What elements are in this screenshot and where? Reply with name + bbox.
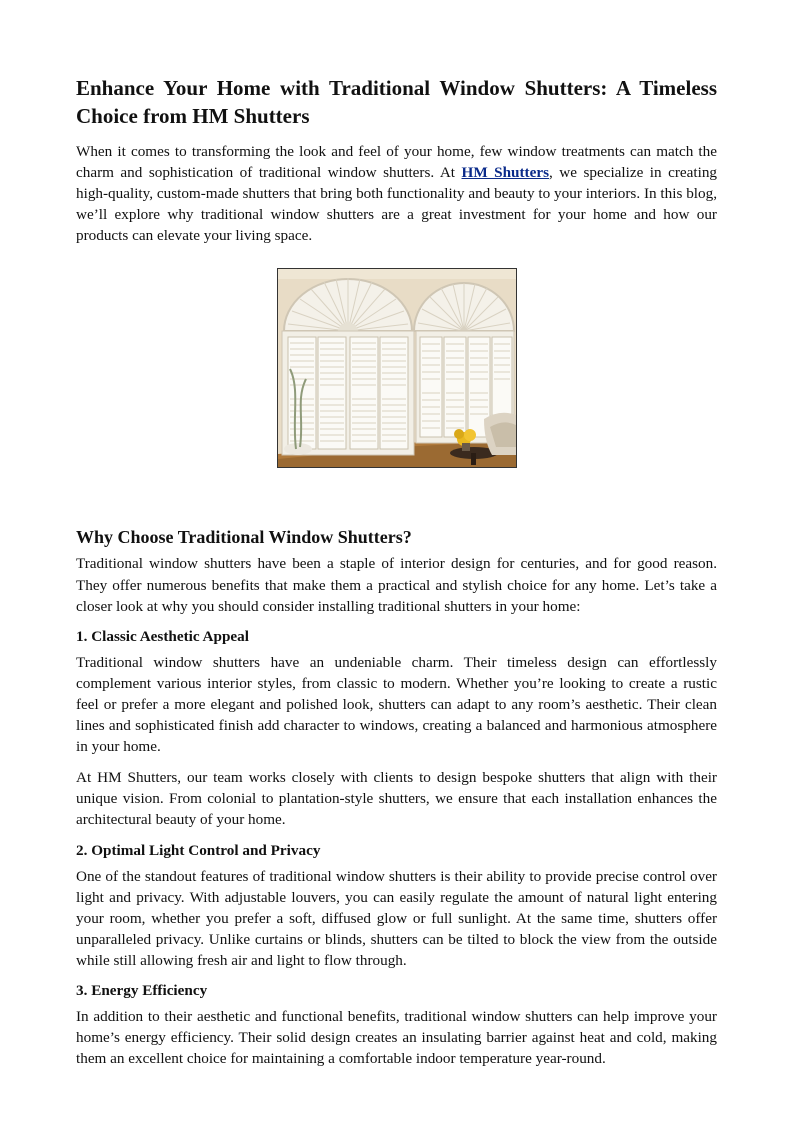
page-title: Enhance Your Home with Traditional Window Shutters: A Timeless Choice from HM Shutters bbox=[76, 76, 717, 128]
point-1-paragraph-1: Traditional window shutters have an undeniable charm. Their timeless design can effortlessly complement various interior styles, from classic to modern. Whether you’re looking to create a rustic feel or prefer a more elegant and polished look, shutters can adapt to any room’s aesthetic. Their clean lines and sophisticated finish add character to windows, creating a balanced and harmonious atmosphere in your home. bbox=[76, 653, 717, 756]
section-heading: Why Choose Traditional Window Shutters? bbox=[76, 527, 412, 548]
point-2-paragraph-1: One of the standout features of traditional window shutters is their ability to provide precise control over light and privacy. With adjustable louvers, you can easily regulate the amount of natural light entering your room, whether you prefer a soft, diffused glow or full sunlight. At the same time, shutters offer unparalleled privacy. Unlike curtains or blinds, shutters can be tilted to block the view from the outside while still allowing fresh air and light to flow through. bbox=[76, 867, 717, 969]
intro-paragraph bbox=[76, 141, 717, 246]
shutters-photo bbox=[277, 268, 517, 468]
intro-text-after: , we specialize in creating high-quality, custom-made shutters that bring both functionality and beauty to your interiors. In this blog, we’ll explore why traditional window shutters are a great investment for your home and how our products can elevate your living space. bbox=[76, 164, 718, 245]
intro-text-before: When it comes to transforming the look and feel of your home, few window treatments can match the charm and sophistication of traditional window shutters. At bbox=[76, 143, 717, 182]
point-3-paragraph-1: In addition to their aesthetic and functional benefits, traditional window shutters can help improve your home’s energy efficiency. Their solid design creates an insulating barrier against heat and cold, making them an excellent choice for maintaining a comfortable indoor temperature year-round. bbox=[76, 1007, 717, 1068]
point-1-heading: 1. Classic Aesthetic Appeal bbox=[76, 627, 249, 645]
section-paragraph: Traditional window shutters have been a staple of interior design for centuries, and for good reason. They offer numerous benefits that make them a practical and stylish choice for any home. Let’s take a closer look at why you should consider installing traditional shutters in your home: bbox=[76, 555, 717, 615]
point-2-heading: 2. Optimal Light Control and Privacy bbox=[76, 841, 321, 859]
figure-container bbox=[76, 246, 717, 526]
hm-shutters-link[interactable]: HM Shutters bbox=[461, 164, 549, 182]
point-3-heading: 3. Energy Efficiency bbox=[76, 981, 208, 999]
point-1-paragraph-2: At HM Shutters, our team works closely with clients to design bespoke shutters that align with their unique vision. From colonial to plantation-style shutters, we ensure that each installation enhances the architectural beauty of your home. bbox=[76, 769, 717, 829]
document-page bbox=[76, 74, 717, 1079]
